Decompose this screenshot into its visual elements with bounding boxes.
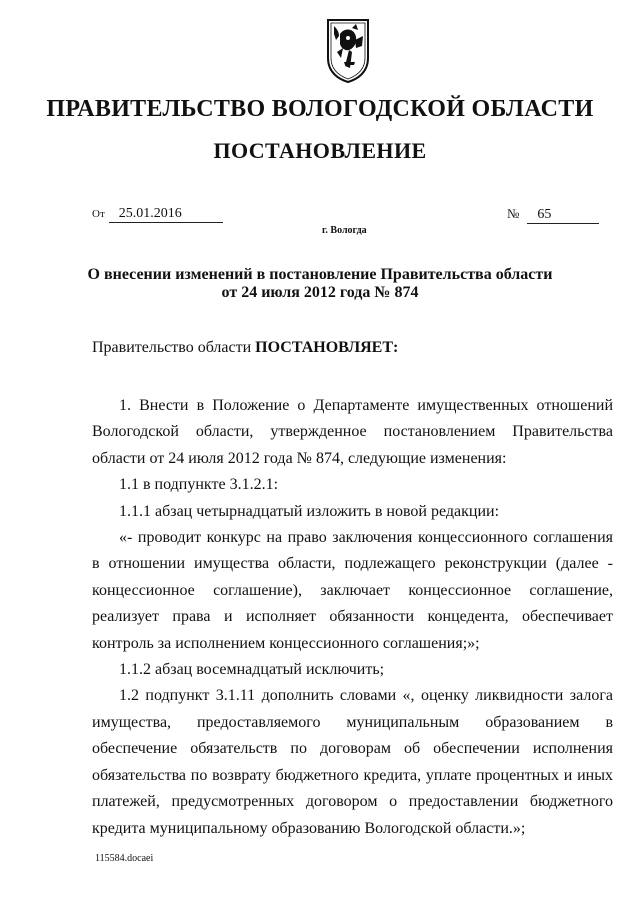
- file-identifier: 115584.docaei: [95, 853, 154, 864]
- vologda-coat-of-arms-icon: [325, 18, 371, 84]
- preamble-text: Правительство области: [92, 339, 256, 356]
- city-name: г. Вологда: [322, 225, 367, 236]
- date-value: 25.01.2016: [109, 206, 223, 223]
- date-prefix: От: [92, 208, 105, 220]
- preamble-decree-word: ПОСТАНОВЛЯЕТ:: [255, 339, 399, 356]
- document-number: [507, 206, 599, 224]
- number-value: 65: [527, 207, 599, 224]
- document-type: ПОСТАНОВЛЕНИЕ: [213, 138, 427, 163]
- body-paragraph: 1.2 подпункт 3.1.11 дополнить словами «, оценку ликвидности залога имущества, предоставляемого муниципальным образованием в обеспечение обязательств по договорам об обеспечении исполнения обязательства по возврату бюджетного кредита, уплате процентных и иных платежей, предусмотренных договором о предоставлении бюджетного кредита муниципальному образованию Вологодской области.»;: [92, 687, 613, 837]
- document-subject: [0, 266, 640, 302]
- body-paragraph: 1.1 в подпункте 3.1.2.1:: [119, 476, 279, 494]
- subject-line-2: от 24 июля 2012 года № 874: [221, 284, 419, 301]
- preamble: [92, 339, 398, 357]
- body-paragraph: 1. Внести в Положение о Департаменте имущественных отношений Вологодской области, утвержденное постановлением Правительства области от 24 июля 2012 года № 874, следующие изменения:: [92, 397, 613, 467]
- number-prefix: №: [507, 206, 520, 221]
- government-name: ПРАВИТЕЛЬСТВО ВОЛОГОДСКОЙ ОБЛАСТИ: [46, 96, 594, 122]
- body-paragraph: 1.1.2 абзац восемнадцатый исключить;: [119, 661, 385, 679]
- subject-line-1: О внесении изменений в постановление Правительства области: [87, 266, 553, 283]
- body-paragraph: «- проводит конкурс на право заключения концессионного соглашения в отношении имущества области, подлежащего реконструкции (далее - концессионное соглашение), заключает концессионное соглашение, реализует права и исполняет обязанности концедента, обеспечивает контроль за исполнением концессионного соглашения;»;: [92, 529, 613, 652]
- document-date: [92, 206, 223, 223]
- document-body: [92, 393, 613, 842]
- body-paragraph: 1.1.1 абзац четырнадцатый изложить в новой редакции:: [119, 502, 500, 520]
